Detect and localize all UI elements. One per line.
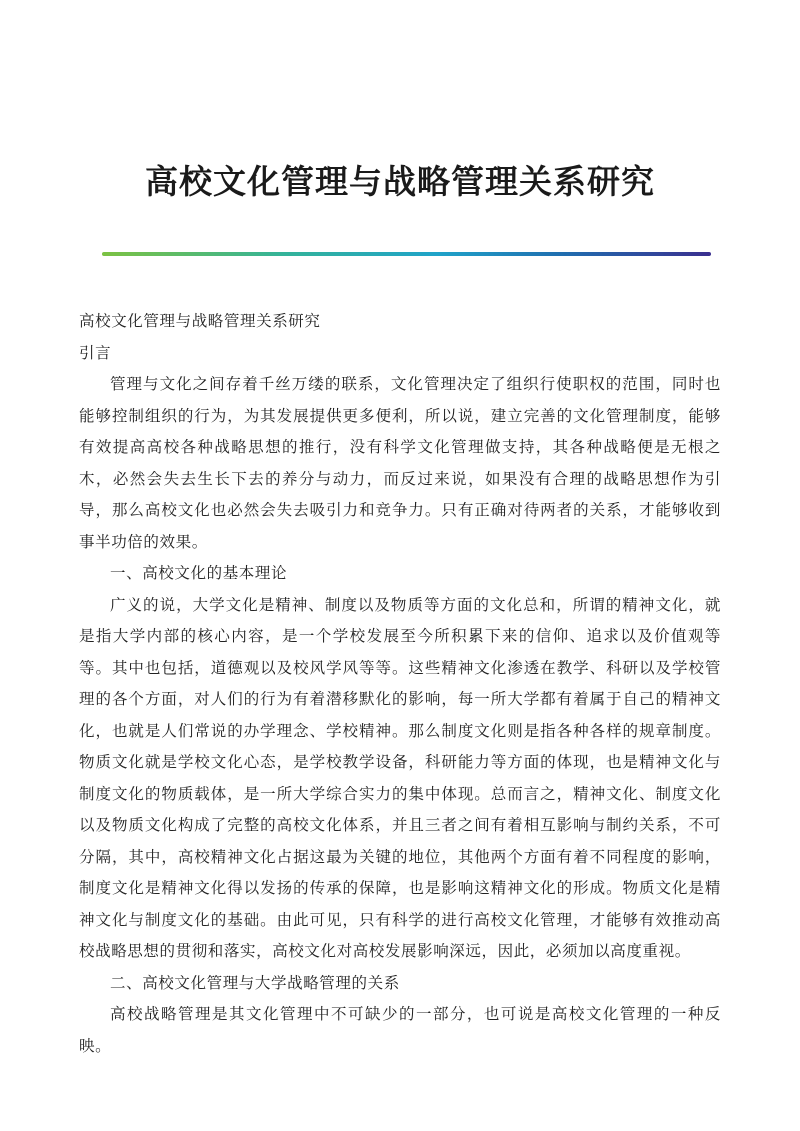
section1-paragraph: 广义的说，大学文化是精神、制度以及物质等方面的文化总和，所谓的精神文化，就是指大学内部的核心内容，是一个学校发展至今所积累下来的信仰、追求以及价值观等等。其中也包括，道德观以及校风学风等等。这些精神文化渗透在教学、科研以及学校管理的各个方面，对人们的行为有着潜移默化的影响，每一所大学都有着属于自己的精神文化，也就是人们常说的办学理念、学校精神。那么制度文化则是指各种各样的规章制度。物质文化就是学校文化心态，是学校教学设备，科研能力等方面的体现，也是精神文化与制度文化的物质载体，是一所大学综合实力的集中体现。总而言之，精神文化、制度文化以及物质文化构成了完整的高校文化体系，并且三者之间有着相互影响与制约关系，不可分隔，其中，高校精神文化占据这最为关键的地位，其他两个方面有着不同程度的影响，制度文化是精神文化得以发扬的传承的保障，也是影响这精神文化的形成。物质文化是精神文化与制度文化的基础。由此可见，只有科学的进行高校文化管理，才能够有效推动高校战略思想的贯彻和落实，高校文化对高校发展影响深远，因此，必须加以高度重视。 bbox=[79, 595, 721, 960]
section2-heading: 二、高校文化管理与大学战略管理的关系 bbox=[110, 973, 400, 992]
section1-heading: 一、高校文化的基本理论 bbox=[110, 564, 288, 582]
document-title: 高校文化管理与战略管理关系研究 bbox=[145, 162, 655, 201]
document-body bbox=[79, 306, 721, 1062]
intro-paragraph: 管理与文化之间存着千丝万缕的联系，文化管理决定了组织行使职权的范围，同时也能够控制组织的行为，为其发展提供更多便利，所以说，建立完善的文化管理制度，能够有效提高高校各种战略思想的推行，没有科学文化管理做支持，其各种战略便是无根之木，必然会失去生长下去的养分与动力，而反过来说，如果没有合理的战略思想作为引导，那么高校文化也必然会失去吸引力和竞争力。只有正确对待两者的关系，才能够收到事半功倍的效果。 bbox=[79, 375, 721, 551]
subtitle-line: 高校文化管理与战略管理关系研究 bbox=[79, 312, 321, 330]
section2-paragraph: 高校战略管理是其文化管理中不可缺少的一部分，也可说是高校文化管理的一种反映。 bbox=[79, 1005, 721, 1055]
intro-heading: 引言 bbox=[79, 343, 112, 362]
title-divider bbox=[102, 252, 711, 256]
